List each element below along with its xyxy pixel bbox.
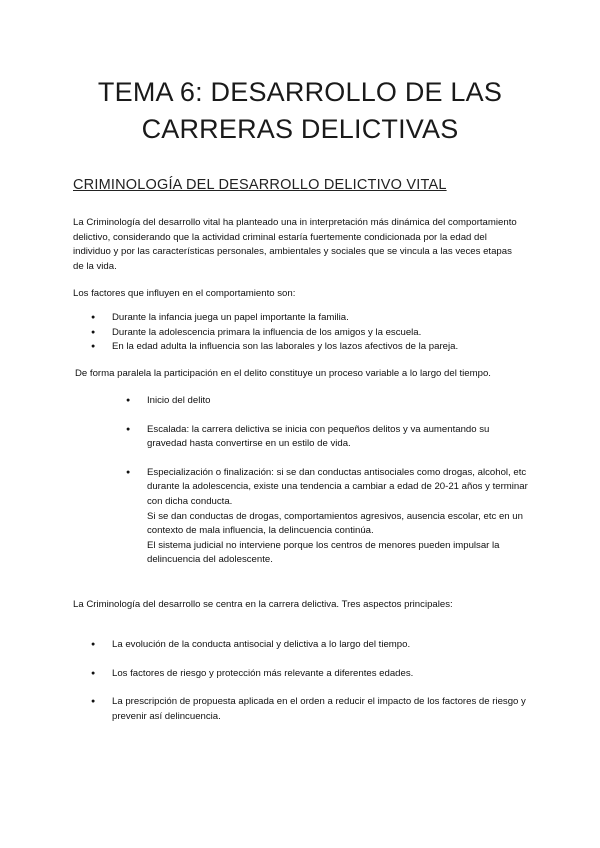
factors-intro: Los factores que influyen en el comportamiento son: — [73, 288, 296, 299]
bullet-icon: ● — [91, 698, 96, 706]
factors-list — [91, 311, 531, 355]
title-line-2: CARRERAS DELICTIVAS — [141, 114, 459, 144]
parallel-paragraph: De forma paralela la participación en el delito constituye un proceso variable a lo largo del tiempo. — [75, 368, 491, 379]
development-intro: La Criminología del desarrollo se centra en la carrera delictiva. Tres aspectos principales: — [73, 599, 453, 610]
list-item-text: En la edad adulta la influencia son las laborales y los lazos afectivos de la pareja. — [112, 341, 459, 353]
bullet-icon: ● — [91, 314, 96, 321]
page-title — [0, 74, 600, 148]
list-item-text: Escalada: la carrera delictiva se inicia con pequeños delitos y va aumentando su gravedad hasta convertirse en un estilo de vida. — [147, 423, 490, 450]
bullet-icon: ● — [91, 641, 96, 648]
list-item — [91, 638, 531, 653]
list-item-text: Especialización o finalización: si se dan conductas antisociales como drogas, alcohol, etc durante la adolescencia, existe una tendencia a cambiar a edad de 20-21 años y terminar con dicha conducta. — [147, 466, 528, 507]
list-item-text: Inicio del delito — [147, 395, 211, 406]
bullet-icon: ● — [126, 397, 131, 404]
section-heading: CRIMINOLOGÍA DEL DESARROLLO DELICTIVO VITAL — [73, 177, 447, 193]
list-item — [91, 695, 531, 724]
list-item-text-continued: El sistema judicial no interviene porque los centros de menores pueden impulsar la delincuencia del adolescente. — [147, 539, 500, 566]
list-item — [126, 466, 532, 568]
list-item — [91, 311, 531, 326]
title-line-1: TEMA 6: DESARROLLO DE LAS — [97, 77, 503, 107]
bullet-icon: ● — [91, 343, 96, 351]
bullet-icon: ● — [126, 468, 131, 476]
list-item — [126, 423, 532, 452]
list-item-text-continued: Si se dan conductas de drogas, comportamientos agresivos, ausencia escolar, etc en un contexto de mala influencia, la delincuencia continúa. — [147, 510, 523, 537]
intro-paragraph: La Criminología del desarrollo vital ha planteado una in interpretación más dinámica del comportamiento delictivo, considerando que la actividad criminal estaría fuertemente condicionada por la edad del individuo y por las características personales, ambientales y sociales que se vincula a las veces etapas de la vida. — [73, 217, 517, 272]
aspects-list — [91, 638, 531, 724]
stages-list — [126, 394, 532, 568]
list-item — [126, 394, 532, 409]
bullet-icon: ● — [126, 425, 131, 433]
bullet-icon: ● — [91, 328, 96, 336]
list-item-text: La prescripción de propuesta aplicada en el orden a reducir el impacto de los factores de riesgo y prevenir así delincuencia. — [112, 696, 526, 722]
list-item-text: Durante la adolescencia primara la influencia de los amigos y la escuela. — [112, 326, 422, 338]
list-item-text: La evolución de la conducta antisocial y delictiva a lo largo del tiempo. — [112, 639, 411, 650]
bullet-icon: ● — [91, 669, 96, 677]
list-item-text: Los factores de riesgo y protección más relevante a diferentes edades. — [112, 667, 414, 679]
list-item — [91, 667, 531, 682]
list-item — [91, 326, 531, 341]
list-item-text: Durante la infancia juega un papel importante la familia. — [112, 312, 349, 323]
list-item — [91, 340, 531, 355]
